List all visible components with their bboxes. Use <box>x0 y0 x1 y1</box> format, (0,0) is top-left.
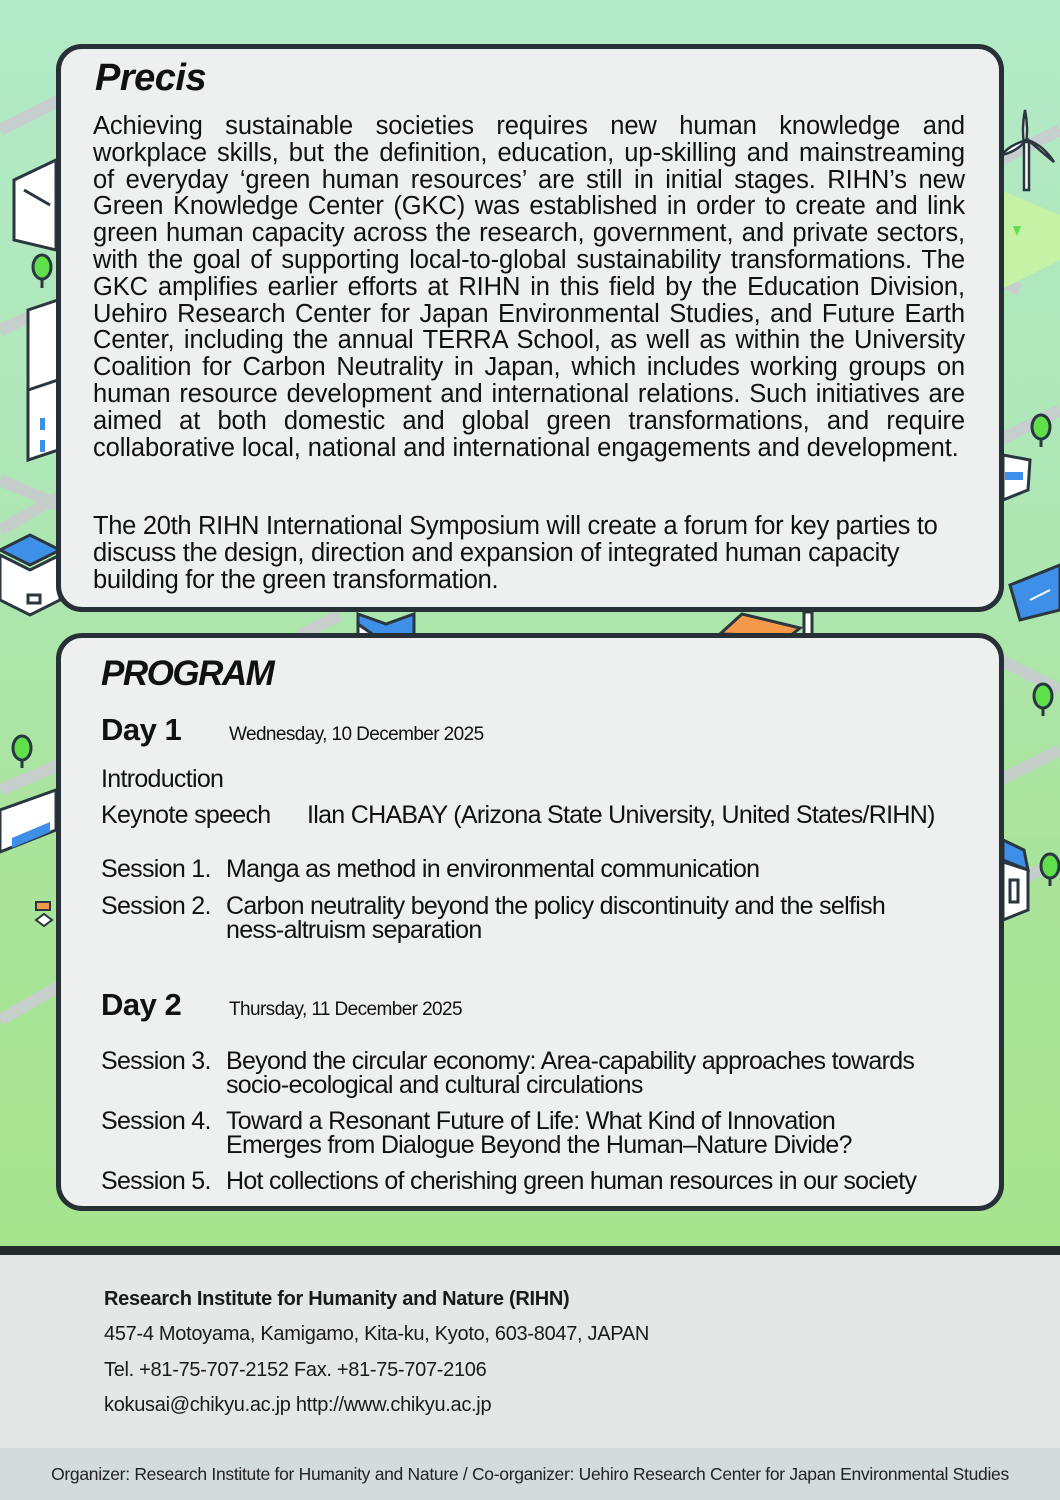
institute-phone: Tel. +81-75-707-2152 Fax. +81-75-707-2106 <box>104 1359 487 1381</box>
program-title: PROGRAM <box>101 654 274 693</box>
session-item <box>101 1049 986 1097</box>
keynote-speaker: Ilan CHABAY (Arizona State University, United States/RIHN) <box>307 801 935 829</box>
day-1-header <box>101 712 484 748</box>
contact-footer <box>0 1255 1060 1448</box>
house-icon <box>0 535 60 615</box>
house-icon <box>1003 840 1028 920</box>
introduction-item: Introduction <box>101 765 224 793</box>
session-item <box>101 894 986 942</box>
solar-panel-icon <box>1010 565 1060 620</box>
road <box>1000 660 1060 690</box>
organizer-text: Organizer: Research Institute for Humanity and Nature / Co-organizer: Uehiro Research Center for Japan Environmental Studies <box>51 1463 1009 1484</box>
tree-icon <box>33 255 51 288</box>
session-item <box>101 857 986 881</box>
tree-icon <box>1034 684 1052 716</box>
tree-icon <box>1032 415 1050 447</box>
day-label: Day 1 <box>101 712 182 747</box>
session-number: Session 5. <box>101 1167 211 1195</box>
keynote-label: Keynote speech <box>101 801 271 829</box>
footer-divider <box>0 1246 1060 1255</box>
session-title-continued: ness-altruism separation <box>226 916 482 944</box>
session-title: Carbon neutrality beyond the policy discontinuity and the selfish <box>226 892 886 920</box>
institute-contact-links[interactable]: kokusai@chikyu.ac.jp http://www.chikyu.ac.jp <box>104 1394 492 1416</box>
program-panel <box>56 633 1004 1211</box>
session-number: Session 2. <box>101 892 211 920</box>
bus-icon <box>0 790 56 852</box>
precis-paragraph-2: The 20th RIHN International Symposium will create a forum for key parties to discuss the design, direction and expansion of integrated human capacity building for the green transformation. <box>93 512 938 594</box>
tree-icon <box>13 736 31 768</box>
session-title: Hot collections of cherishing green human resources in our society <box>226 1167 917 1195</box>
session-title-continued: Emerges from Dialogue Beyond the Human–Nature Divide? <box>226 1131 852 1159</box>
day-2-header <box>101 987 462 1023</box>
organizer-bar <box>0 1448 1060 1500</box>
wind-turbine-icon <box>1002 110 1054 190</box>
session-title: Toward a Resonant Future of Life: What Kind of Innovation <box>226 1107 836 1135</box>
road <box>300 615 340 635</box>
session-item <box>101 1169 986 1193</box>
session-number: Session 4. <box>101 1107 211 1135</box>
precis-paragraph-1: Achieving sustainable societies requires new human knowledge and workplace skills, but the definition, education, up-skilling and mainstreaming of everyday ‘green human resources’ are still in initial stages. RIHN’s new Green Knowledge Center (GKC) was established in order to create and link green human capacity across the research, government, and private sectors, with the goal of supporting local-to-global sustainability transformations. The GKC amplifies earlier efforts at RIHN in this field by the Education Division, Uehiro Research Center for Japan Environmental Studies, and Future Earth Center, including the annual TERRA School, as well as within the University Coalition for Carbon Neutrality in Japan, which includes working groups on human resource development and international relations. Such initiatives are aimed at both domestic and global green transformations, and require collaborative local, national and international engagements and development. <box>93 112 965 462</box>
session-item <box>101 1109 986 1157</box>
session-title: Manga as method in environmental communication <box>226 855 760 883</box>
road <box>1000 750 1060 780</box>
day-date: Wednesday, 10 December 2025 <box>229 724 484 745</box>
bus-icon <box>1003 455 1030 500</box>
building-icon <box>14 160 56 250</box>
session-number: Session 3. <box>101 1047 211 1075</box>
tree-icon <box>1041 854 1059 886</box>
keynote-item <box>101 801 935 830</box>
session-title: Beyond the circular economy: Area-capability approaches towards <box>226 1047 915 1075</box>
institute-name: Research Institute for Humanity and Nature (RIHN) <box>104 1288 570 1310</box>
precis-title: Precis <box>95 57 207 99</box>
day-label: Day 2 <box>101 987 182 1022</box>
office-building-icon <box>28 300 58 460</box>
day-date: Thursday, 11 December 2025 <box>229 999 462 1020</box>
institute-address: 457-4 Motoyama, Kamigamo, Kita-ku, Kyoto, 603-8047, JAPAN <box>104 1323 650 1345</box>
precis-panel <box>56 44 1004 612</box>
drone-icon <box>36 902 52 926</box>
field <box>1000 190 1060 290</box>
session-title-continued: socio-ecological and cultural circulations <box>226 1071 643 1099</box>
session-number: Session 1. <box>101 855 211 883</box>
